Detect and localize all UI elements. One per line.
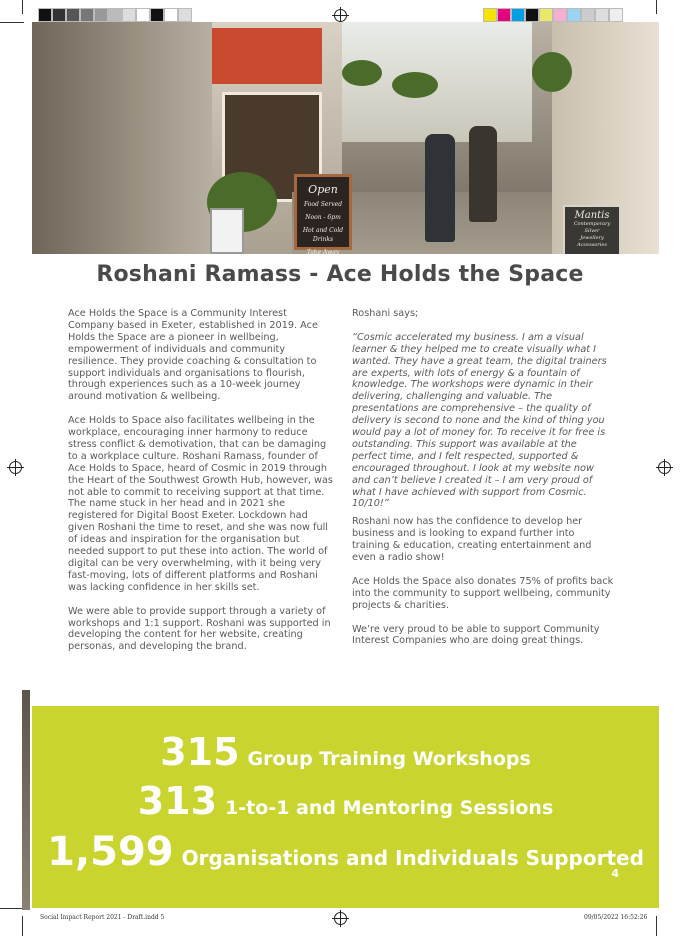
page-number: 4 (611, 867, 619, 880)
chalkboard-line: Food Served (303, 201, 343, 208)
photo-shop-sign (212, 28, 322, 84)
stat-organisations (32, 829, 659, 875)
stat-label: Group Training Workshops (247, 748, 531, 770)
registration-mark-bottom (334, 912, 347, 925)
page-title: Roshani Ramass - Ace Holds the Space (96, 262, 584, 287)
quote-intro: Roshani says; (352, 308, 419, 319)
street-photo (32, 22, 659, 254)
chalkboard-line: Hot and Cold Drinks (302, 227, 344, 243)
crop-mark (22, 0, 23, 14)
registration-mark-left (9, 461, 22, 474)
mantis-sign-line: Accessories (577, 242, 607, 248)
photo-sandwich-board (210, 208, 244, 254)
photo-left-wall (32, 22, 212, 254)
testimonial-quote: “Cosmic accelerated my business. I am a visual learner & they helped me to create visually what I wanted. They have a great team, the digital trainers are experts, with lots of energy & a fountain of knowledge. The workshops were dynamic in their delivering, challenging and valuable. The presentations are comprehensive – the quality of delivery is second to none and the kind of thing you would pay a lot of money for. To receive it for free is outstanding. This support was available at the perfect time, and I felt respected, supported & encouraged throughout. I look at my website now and can’t believe I created it – I am very proud of what I have achieved with support from Cosmic. 10/10!” (352, 331, 607, 510)
body-paragraph: We’re very proud to be able to support Community Interest Companies who are doing great things. (352, 623, 600, 647)
crop-mark (0, 22, 24, 23)
photo-pedestrian (469, 126, 497, 222)
photo-pedestrian (425, 134, 455, 242)
photo-hanging-basket (392, 72, 438, 98)
photo-hanging-basket (532, 52, 572, 92)
stat-label: Organisations and Individuals Supported (181, 846, 644, 870)
chalkboard-heading: Open (308, 183, 338, 196)
crop-mark (22, 916, 23, 936)
stat-number: 1,599 (47, 829, 174, 875)
right-column (352, 308, 614, 659)
registration-mark-right (658, 461, 671, 474)
registration-mark-top (334, 9, 347, 22)
chalkboard-line: Take Away (306, 249, 340, 254)
cmyk-colorbar (483, 8, 623, 22)
slug-timestamp: 09/05/2022 16:52:26 (584, 914, 648, 921)
mantis-sign-name: Mantis (574, 210, 610, 221)
slug-filename: Social Impact Report 2021 - Draft.indd 5 (40, 914, 165, 921)
crop-mark (656, 916, 657, 936)
body-paragraph: Ace Holds the Space also donates 75% of profits back into the community to support wellbeing, community projects & charities. (352, 575, 614, 611)
mantis-sign-line: Contemporary (573, 221, 611, 227)
stat-number: 315 (160, 730, 240, 774)
crop-mark (656, 0, 657, 14)
photo-chalkboard (294, 174, 352, 254)
photo-mantis-sign (563, 205, 621, 254)
body-paragraph: Ace Holds the Space is a Community Interest Company based in Exeter, established in 2019. Ace Holds the Space are a pioneer in wellbeing, empowerment of individuals and community resilience. They provide coaching & consultation to support individuals and organisations to flourish, through experiences such as a 10-week journey around motivation & wellbeing. (68, 308, 318, 403)
grayscale-colorbar (38, 8, 192, 22)
mantis-sign-line: Silver (584, 228, 600, 234)
photo-hanging-basket (342, 60, 382, 86)
left-column (68, 308, 336, 665)
stat-workshops (32, 730, 659, 774)
body-paragraph: Roshani now has the confidence to develop her business and is looking to expand further into training & education, creating entertainment and even a radio show! (352, 516, 592, 564)
bleed-strip (22, 690, 30, 910)
crop-mark (0, 908, 24, 909)
body-paragraph: Ace Holds to Space also facilitates wellbeing in the workplace, encouraging inner harmony to reduce stress conflict & demotivation, that can be damaging to a workplace culture. Roshani Ramass, founder of Ace Holds to Space, heard of Cosmic in 2019 through the Heart of the Southwest Growth Hub, however, was not able to commit to receiving support at that time. The name stuck in her head and in 2021 she registered for Digital Boost Exeter. Lockdown had given Roshani the time to reset, and she was now full of ideas and inspiration for the organisation but needed support to put these into action. The world of digital can be very overwhelming, with it being very fast-moving, lots of different platforms and Roshani was lacking confidence in her skills set. (68, 415, 333, 593)
stat-mentoring (32, 779, 659, 823)
stat-number: 313 (137, 779, 218, 823)
chalkboard-line: Noon - 6pm (305, 214, 341, 221)
stats-band (32, 706, 659, 908)
body-paragraph: We were able to provide support through a variety of workshops and 1:1 support. Roshani was supported in developing the content for her website, creating personas, and developing the brand. (68, 605, 331, 653)
stat-label: 1-to-1 and Mentoring Sessions (225, 797, 554, 819)
mantis-sign-line: Jewellery (580, 235, 604, 241)
